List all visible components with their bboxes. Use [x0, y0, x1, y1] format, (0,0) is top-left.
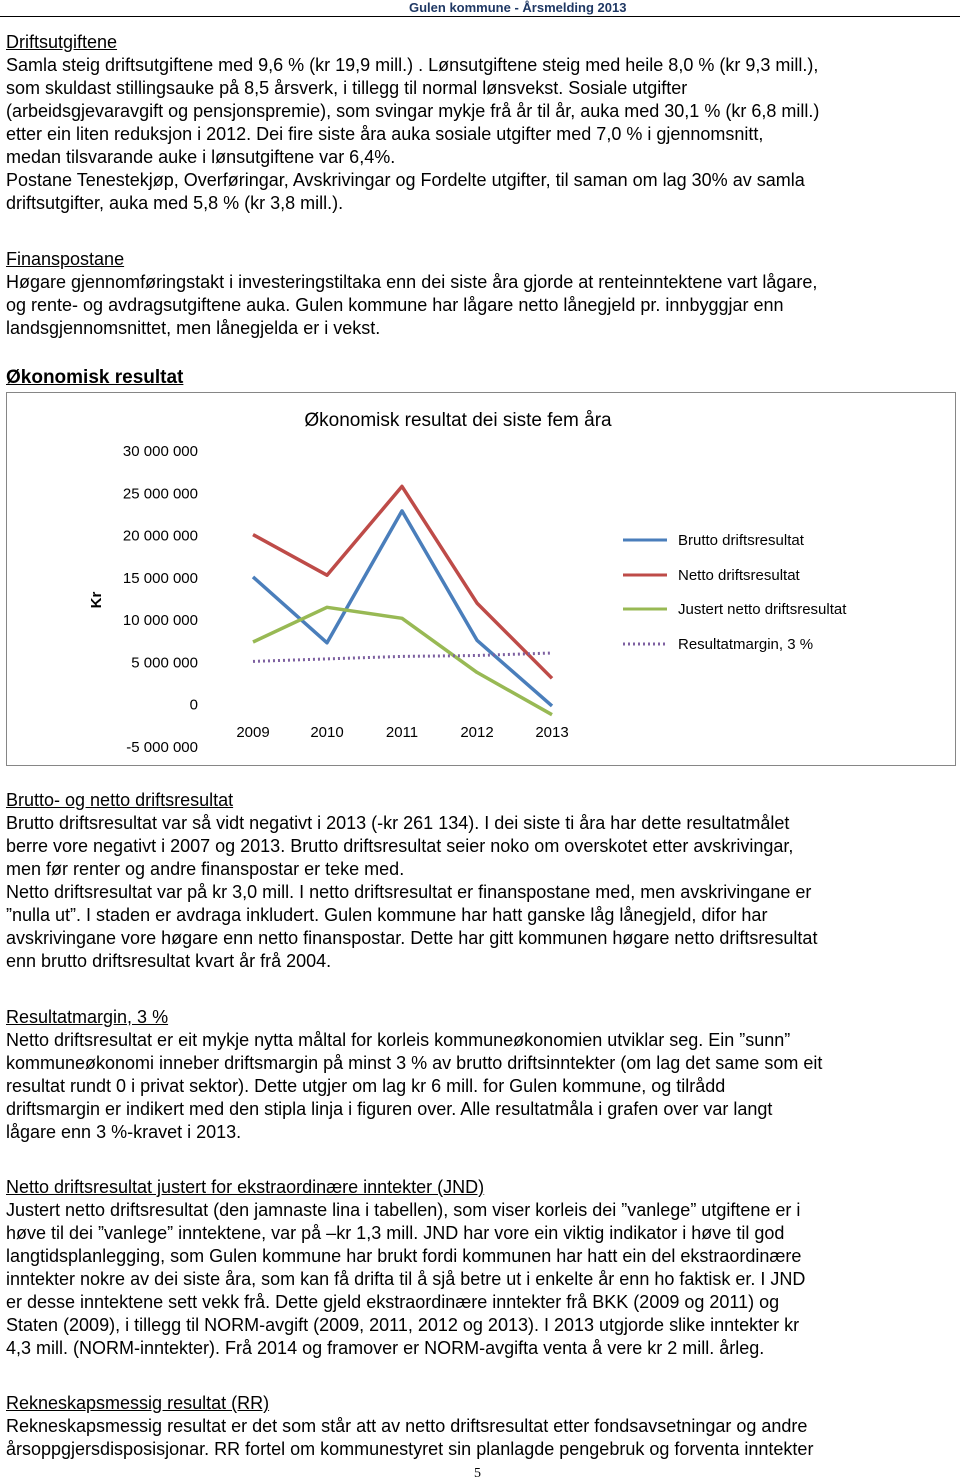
- text-line: ”nulla ut”. I staden er avdraga inkludert. Gulen kommune har hatt ganske låg lånegjeld, difor har: [6, 905, 768, 925]
- page-number: 5: [474, 1466, 481, 1481]
- text-line: lågare enn 3 %-kravet i 2013.: [6, 1122, 242, 1142]
- text-line: berre vore negativt i 2007 og 2013. Brutto driftsresultat seier noko om overskotet etter avskrivingar,: [6, 836, 794, 856]
- text-line: Netto driftsresultat var på kr 3,0 mill. I netto driftsresultat er finanspostane med, men avskrivingane er: [6, 882, 812, 902]
- x-tick-label: 2012: [460, 724, 494, 741]
- text-line: årsoppgjersdisposisjonar. RR fortel om kommunestyret sin planlagde pengebruk og forventa inntekter: [6, 1439, 814, 1459]
- x-tick-label: 2011: [385, 724, 419, 741]
- text-line: som skuldast stillingsauke på 8,5 årsverk, i tillegg til normal lønsvekst. Sosiale utgifter: [6, 78, 688, 98]
- section-jnd: [6, 1176, 956, 1360]
- text-line: driftsutgifter, auka med 5,8 % (kr 3,8 mill.).: [6, 193, 344, 213]
- text-line: Brutto driftsresultat var så vidt negativt i 2013 (-kr 261 134). I dei siste ti åra har dette resultatmålet: [6, 813, 790, 833]
- section-title-okonomisk-resultat: Økonomisk resultat: [6, 367, 184, 388]
- legend-label: Netto driftsresultat: [678, 567, 800, 584]
- text-line: (arbeidsgjevaravgift og pensjonspremie), som svingar mykje frå år til år, auka med 30,1 % (kr 6,8 mill.): [6, 101, 820, 121]
- section-finanspostane: [6, 248, 956, 340]
- y-tick-label: 25 000 000: [122, 485, 198, 503]
- y-tick-label: 10 000 000: [122, 612, 198, 630]
- text-line: Staten (2009), i tillegg til NORM-avgift (2009, 2011, 2012 og 2013). I 2013 utgjorde slike inntekter kr: [6, 1315, 800, 1335]
- legend-label: Brutto driftsresultat: [678, 532, 804, 549]
- line-chart: [6, 392, 956, 766]
- section-driftsutgiftene: [6, 31, 956, 215]
- y-tick-label: 5 000 000: [131, 654, 198, 672]
- text-line: Høgare gjennomføringstakt i investeringstiltaka enn dei siste åra gjorde at renteinntektene vart lågare,: [6, 272, 818, 292]
- text-line: Rekneskapsmessig resultat er det som står att av netto driftsresultat etter fondsavsetningar og andre: [6, 1416, 808, 1436]
- y-tick-label: 30 000 000: [122, 443, 198, 460]
- y-tick-label: 20 000 000: [122, 527, 198, 545]
- section-resultatmargin: [6, 1006, 956, 1144]
- text-line: avskrivingane vore høgare enn netto finanspostar. Dette har gitt kommunen høgare netto driftsresultat: [6, 928, 818, 948]
- y-tick-label: 0: [189, 696, 198, 714]
- x-tick-label: 2013: [535, 724, 569, 741]
- heading-resultatmargin: Resultatmargin, 3 %: [6, 1007, 169, 1027]
- text-line: Postane Tenestekjøp, Overføringar, Avskrivingar og Fordelte utgifter, til saman om lag 30% av samla: [6, 170, 805, 190]
- text-line: høve til dei ”vanlege” inntektene, var på –kr 1,3 mill. JND har vore ein viktig indikator i høve til god: [6, 1223, 785, 1243]
- text-line: landsgjennomsnittet, men lånegjelda er i vekst.: [6, 318, 381, 338]
- text-line: resultat rundt 0 i privat sektor). Dette utgjer om lag kr 6 mill. for Gulen kommune, og tilrådd: [6, 1076, 726, 1096]
- text-line: etter ein liten reduksjon i 2012. Dei fire siste åra auka sosiale utgifter med 7,0 % i gjennomsnitt,: [6, 124, 764, 144]
- heading-rr: Rekneskapsmessig resultat (RR): [6, 1393, 270, 1413]
- y-axis-label: Kr: [88, 591, 105, 609]
- chart-okonomisk-resultat: [6, 392, 956, 766]
- text-line: medan tilsvarande auke i lønsutgiftene var 6,4%.: [6, 147, 396, 167]
- running-header: [0, 0, 960, 17]
- legend-label: Justert netto driftsresultat: [678, 601, 847, 618]
- text-line: Netto driftsresultat er eit mykje nytta måltal for korleis kommuneøkonomien utviklar seg. Ein ”sunn”: [6, 1030, 791, 1050]
- text-line: 4,3 mill. (NORM-inntekter). Frå 2014 og framover er NORM-avgifta venta å vere kr 2 mill. årleg.: [6, 1338, 765, 1358]
- text-line: langtidsplanlegging, som Gulen kommune har brukt fordi kommunen har hatt ein del ekstraordinære: [6, 1246, 802, 1266]
- text-line: Justert netto driftsresultat (den jamnaste lina i tabellen), som viser korleis dei ”vanlege” utgiftene er i: [6, 1200, 801, 1220]
- heading-finanspostane: Finanspostane: [6, 249, 125, 269]
- text-line: er desse inntektene sett vekk frå. Dette gjeld ekstraordinære inntekter frå BKK (2009 og 2011) og: [6, 1292, 780, 1312]
- text-line: kommuneøkonomi inneber driftsmargin på minst 3 % av brutto driftsinntekter (om lag det same som eit: [6, 1053, 823, 1073]
- text-line: og rente- og avdragsutgiftene auka. Gulen kommune har lågare netto lånegjeld pr. innbyggjar enn: [6, 295, 784, 315]
- text-line: men før renter og andre finanspostar er teke med.: [6, 859, 405, 879]
- heading-driftsutgiftene: Driftsutgiftene: [6, 32, 118, 52]
- running-title: Gulen kommune - Årsmelding 2013: [409, 0, 627, 15]
- y-tick-label: 15 000 000: [122, 569, 198, 587]
- x-tick-label: 2009: [236, 724, 270, 741]
- y-tick-label: -5 000 000: [126, 739, 198, 756]
- text-line: driftsmargin er indikert med den stipla linja i figuren over. Alle resultatmåla i grafen over var langt: [6, 1099, 773, 1119]
- section-brutto-netto: [6, 789, 956, 973]
- section-rr: [6, 1392, 956, 1461]
- x-tick-label: 2010: [310, 724, 344, 741]
- heading-jnd: Netto driftsresultat justert for ekstraordinære inntekter (JND): [6, 1177, 485, 1197]
- chart-title: Økonomisk resultat dei siste fem åra: [304, 410, 612, 431]
- legend-label: Resultatmargin, 3 %: [678, 636, 814, 653]
- text-line: Samla steig driftsutgiftene med 9,6 % (kr 19,9 mill.) . Lønsutgiftene steig med heile 8,0 % (kr 9,3 mill.),: [6, 55, 819, 75]
- text-line: inntekter nokre av dei siste åra, som kan få drifta til å sjå betre ut i enkelte år enn ho faktisk er. I JND: [6, 1269, 806, 1289]
- heading-brutto-netto: Brutto- og netto driftsresultat: [6, 790, 234, 810]
- text-line: enn brutto driftsresultat kvart år frå 2004.: [6, 951, 332, 971]
